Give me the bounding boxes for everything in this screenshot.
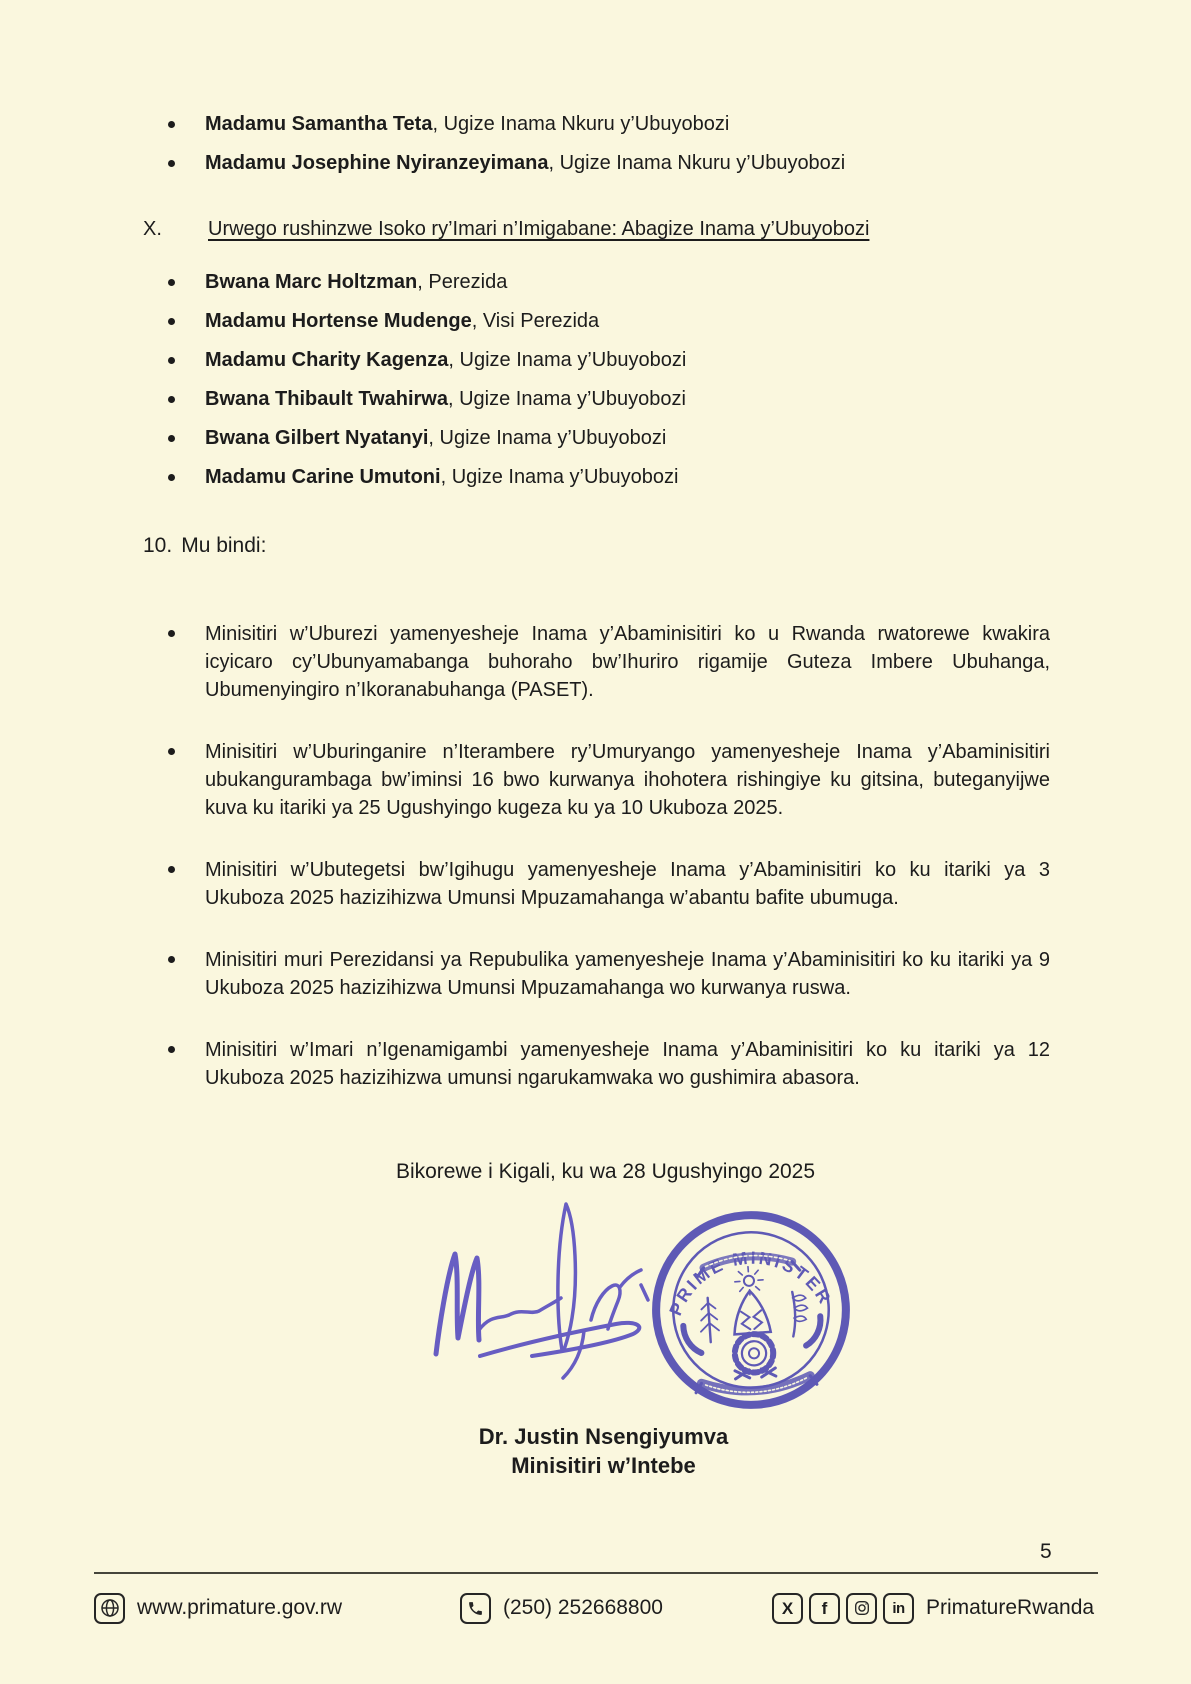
- member-name: Madamu Hortense Mudenge: [205, 310, 472, 332]
- bullet-icon: [168, 435, 175, 442]
- list-item: [168, 272, 1058, 293]
- member-role: , Perezida: [417, 271, 508, 293]
- member-entry: [205, 428, 666, 449]
- list-item: [168, 389, 1058, 410]
- stamp-cog-icon: [734, 1333, 775, 1374]
- signer-title: Minisitiri w’Intebe: [511, 1453, 696, 1478]
- footer-social-group: [772, 1590, 1094, 1626]
- website-text: www.primature.gov.rw: [137, 1596, 342, 1619]
- footer-phone-group: [460, 1590, 663, 1626]
- council-members-list: [168, 114, 1058, 192]
- list-item: [168, 856, 1058, 946]
- stamp-sun-icon: [744, 1275, 755, 1286]
- member-name: Madamu Josephine Nyiranzeyimana: [205, 152, 549, 174]
- phone-text: (250) 252668800: [503, 1596, 663, 1619]
- bullet-icon: [168, 1046, 175, 1053]
- bullet-icon: [168, 748, 175, 755]
- signer-block: [8, 1422, 1191, 1480]
- bullet-icon: [168, 866, 175, 873]
- page-number: 5: [1040, 1540, 1052, 1563]
- social-handle-text: PrimatureRwanda: [926, 1596, 1095, 1619]
- footer-website-group: [94, 1590, 342, 1626]
- list-item: [168, 738, 1058, 856]
- member-name: Bwana Thibault Twahirwa: [205, 388, 448, 410]
- bullet-icon: [168, 160, 175, 167]
- member-name: Madamu Carine Umutoni: [205, 466, 441, 488]
- list-item: [168, 153, 1058, 174]
- bullet-icon: [168, 474, 175, 481]
- stamp-hut-icon: [732, 1290, 771, 1335]
- linkedin-icon: [883, 1593, 914, 1624]
- member-role: , Ugize Inama y’Ubuyobozi: [448, 349, 687, 371]
- list-item: [168, 946, 1058, 1036]
- member-role: , Ugize Inama Nkuru y’Ubuyobozi: [548, 152, 846, 174]
- linkedin-glyph: in: [892, 1599, 905, 1617]
- misc-section-label: Mu bindi:: [181, 534, 267, 557]
- bullet-icon: [168, 318, 175, 325]
- bullet-icon: [168, 279, 175, 286]
- facebook-icon: [809, 1593, 840, 1624]
- member-entry: [205, 114, 729, 135]
- board-members-list: [168, 272, 1058, 506]
- footer-divider: [94, 1572, 1098, 1574]
- signature-ink: [424, 1190, 664, 1382]
- instagram-icon: [846, 1593, 877, 1624]
- announcement-paragraph: Minisitiri w’Uburezi yamenyesheje Inama y’Abaminisitiri ko u Rwanda rwatorewe kwakira icyicaro cy’Ubunyamabanga buhoraho bw’Ihuriro rigamije Guteza Imbere Ubuhanga, Ubumenyingiro n’Ikoranabuhanga (PASET).: [205, 623, 1050, 701]
- member-entry: [205, 311, 599, 332]
- section-numeral: X.: [143, 218, 162, 240]
- announcement-paragraph: Minisitiri muri Perezidansi ya Repubulika yamenyesheje Inama y’Abaminisitiri ko ku itariki ya 9 Ukuboza 2025 hazizihizwa Umunsi Mpuzamahanga wo kurwanya ruswa.: [205, 949, 1050, 999]
- announcement-paragraph: Minisitiri w’Ubutegetsi bw’Igihugu yamenyesheje Inama y’Abaminisitiri ko ku itariki ya 3 Ukuboza 2025 hazizihizwa Umunsi Mpuzamahanga w’abantu bafite ubumuga.: [205, 859, 1050, 909]
- member-role: , Ugize Inama y’Ubuyobozi: [428, 427, 667, 449]
- signer-name: Dr. Justin Nsengiyumva: [478, 1424, 729, 1449]
- list-item: [168, 311, 1058, 332]
- bullet-icon: [168, 121, 175, 128]
- facebook-glyph: f: [821, 1598, 828, 1618]
- bullet-icon: [168, 630, 175, 637]
- bullet-icon: [168, 956, 175, 963]
- prime-minister-stamp: [650, 1202, 852, 1418]
- phone-icon: [460, 1593, 491, 1624]
- announcement-paragraph: Minisitiri w’Imari n’Igenamigambi yamenyesheje Inama y’Abaminisitiri ko ku itariki ya 12 Ukuboza 2025 hazizihizwa umunsi ngarukamwaka wo gushimira abasora.: [205, 1039, 1050, 1089]
- list-item: [168, 620, 1058, 738]
- member-name: Bwana Gilbert Nyatanyi: [205, 427, 429, 449]
- member-entry: [205, 272, 507, 293]
- member-name: Madamu Charity Kagenza: [205, 349, 449, 371]
- list-item: [168, 350, 1058, 371]
- member-entry: [205, 153, 845, 174]
- announcement-paragraph: Minisitiri w’Uburinganire n’Iterambere ry’Umuryango yamenyesheje Inama y’Abaminisitiri ubukangurambaga bw’iminsi 16 bwo kurwanya ihohotera rishingiye ku gitsina, buteganyijwe kuva ku itariki ya 25 Ugushyingo kugeza ku ya 10 Ukuboza 2025.: [205, 741, 1050, 819]
- member-role: , Ugize Inama Nkuru y’Ubuyobozi: [432, 113, 730, 135]
- x-icon: [772, 1593, 803, 1624]
- globe-icon: [94, 1593, 125, 1624]
- list-item: [168, 1036, 1058, 1126]
- member-entry: [205, 467, 678, 488]
- misc-section-heading: [143, 534, 266, 558]
- x-glyph: X: [781, 1598, 794, 1618]
- stamp-text: PRIME MINISTER: [665, 1247, 837, 1319]
- list-item: [168, 428, 1058, 449]
- section-title: Urwego rushinzwe Isoko ry’Imari n’Imigabane: Abagize Inama y’Ubuyobozi: [208, 218, 870, 240]
- announcements-list: [168, 620, 1058, 1126]
- member-name: Madamu Samantha Teta: [205, 113, 433, 135]
- list-item: [168, 114, 1058, 135]
- member-name: Bwana Marc Holtzman: [205, 271, 418, 293]
- list-item: [168, 467, 1058, 488]
- bullet-icon: [168, 357, 175, 364]
- member-entry: [205, 389, 686, 410]
- member-entry: [205, 350, 686, 371]
- bullet-icon: [168, 396, 175, 403]
- member-role: , Visi Perezida: [471, 310, 600, 332]
- misc-section-number: 10.: [143, 534, 173, 557]
- member-role: , Ugize Inama y’Ubuyobozi: [440, 466, 679, 488]
- place-date-line: Bikorewe i Kigali, ku wa 28 Ugushyingo 2025: [395, 1160, 816, 1183]
- member-role: , Ugize Inama y’Ubuyobozi: [448, 388, 686, 410]
- section-heading: [143, 218, 1093, 241]
